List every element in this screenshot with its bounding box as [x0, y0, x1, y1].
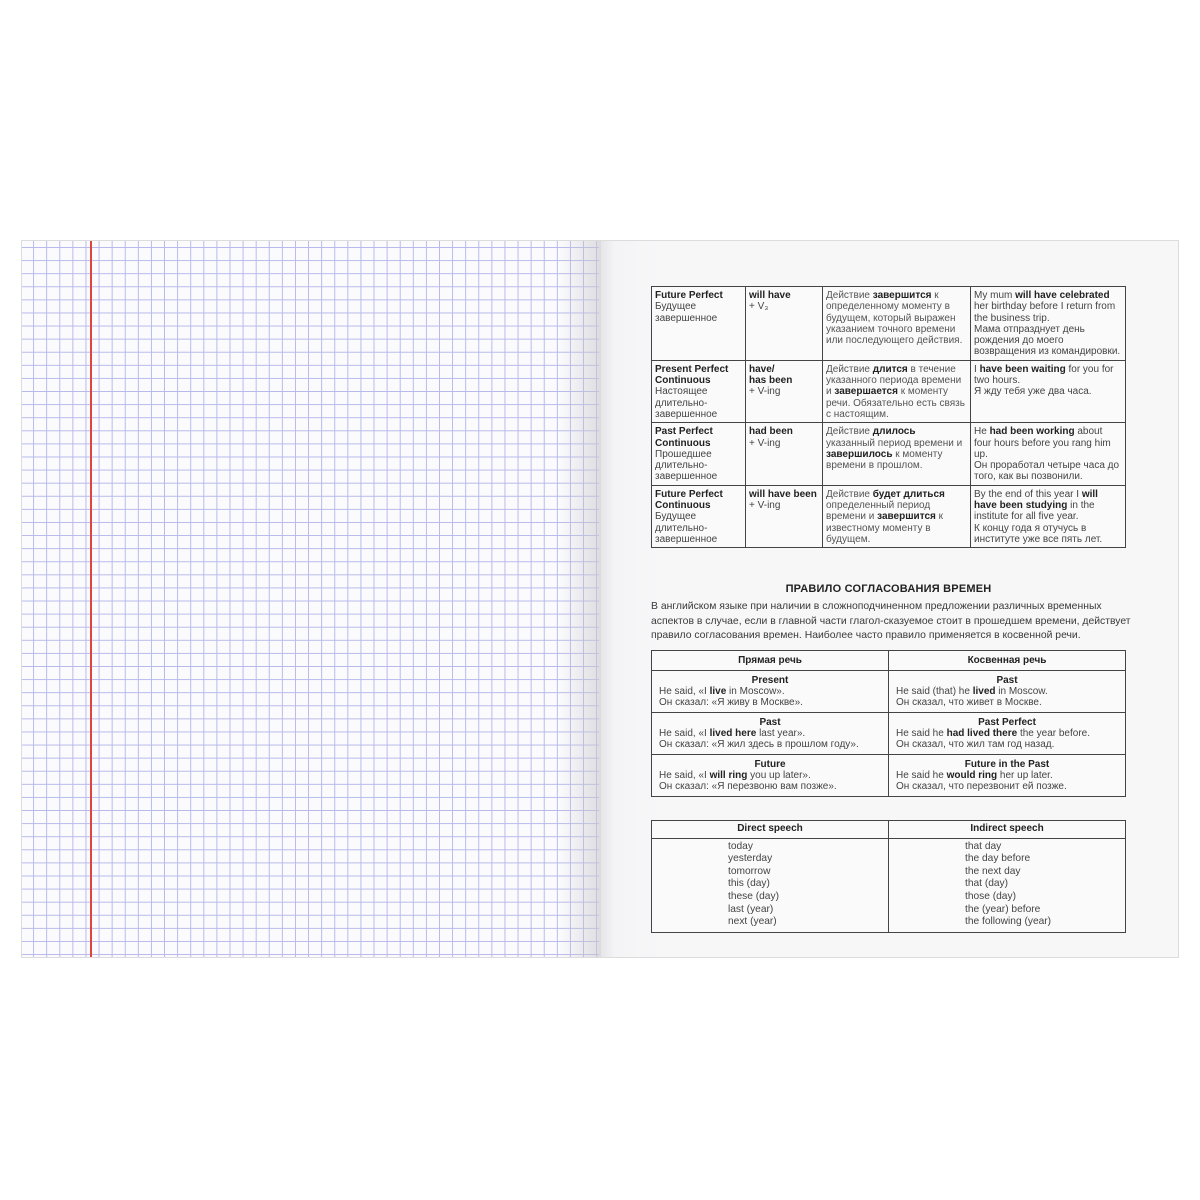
tense-label: Past	[759, 717, 781, 728]
tense-row	[652, 485, 1126, 547]
direct-word: this (day)	[728, 878, 770, 890]
emphasis-text: будет длиться	[872, 488, 945, 500]
column-header: Indirect speech	[889, 821, 1126, 839]
example-ru: Он сказал, что жил там год назад.	[896, 739, 1055, 750]
tense-form: will have	[749, 290, 791, 301]
direct-word: today	[728, 840, 753, 852]
tense-name-cell	[652, 423, 746, 485]
example-en: He said, «I live in Moscow».	[659, 686, 785, 697]
tense-name: Past Perfect Continuous	[655, 426, 713, 449]
tense-form: had been	[749, 426, 793, 438]
tense-form-suffix: + V-ing	[749, 437, 781, 449]
tense-name-ru: завершенное	[655, 408, 718, 420]
direct-speech-cell	[652, 671, 889, 713]
emphasis-text: завершится	[872, 290, 932, 301]
tense-name: Future Perfect Continuous	[655, 488, 723, 512]
direct-word: last (year)	[728, 903, 774, 915]
example-ru: Он сказал: «Я жил здесь в прошлом году».	[659, 739, 859, 750]
speech-table	[651, 650, 1126, 797]
tense-name-ru: Будущее	[655, 301, 697, 313]
indirect-word: that (day)	[965, 878, 1009, 890]
indirect-words-cell	[889, 838, 1126, 932]
rule-paragraph: В английском языке при наличии в сложноподчиненном предложении различных временных аспектов в случае, если в главной части глагол-сказуемое стоит в прошедшем времени, действует правило согласования времен. Наиболее часто правило применяется в косвенной речи.	[651, 601, 1131, 642]
example-en: He said he had lived there the year before.	[896, 728, 1090, 739]
grid-notebook-page	[21, 240, 600, 958]
example-ru: Он сказал, что живет в Москве.	[896, 697, 1042, 708]
tense-form-suffix: + V-ing	[749, 500, 781, 512]
tense-meaning-cell: Действие длится в течение указанного периода времени и завершается к моменту речи. Обязательно есть связь с настоящим.	[823, 360, 971, 422]
tense-form-suffix: + V-ing	[749, 386, 781, 398]
direct-word: yesterday	[728, 853, 773, 865]
indirect-speech-cell	[889, 671, 1126, 713]
example-en: He said, «I will ring you up later».	[659, 770, 811, 781]
tense-row	[652, 287, 1126, 361]
tense-name-ru: завершенное	[655, 533, 718, 545]
emphasis-text: завершается	[834, 386, 898, 398]
tense-example-cell: By the end of this year I will have been studying in the institute for all five year. К концу года я отучусь в институте уже все пять лет.	[971, 485, 1126, 547]
tense-meaning-cell: Действие завершится к определенному моменту в будущем, который выражен указанием точного времени или последующего действия.	[823, 287, 971, 361]
tense-label: Future in the Past	[964, 759, 1050, 770]
adverb-change-table	[651, 820, 1126, 933]
tense-table	[651, 286, 1126, 548]
tense-label: Future	[754, 759, 786, 770]
tense-name-ru: завершенное	[655, 312, 718, 324]
emphasis-text: would ring	[946, 770, 998, 781]
tense-form-cell	[746, 485, 823, 547]
tense-name-ru: длительно-	[655, 460, 708, 472]
tense-name-ru: длительно-	[655, 522, 708, 534]
tense-form-cell	[746, 423, 823, 485]
example-en: He said, «I lived here last year».	[659, 728, 806, 739]
direct-word: next (year)	[728, 916, 777, 928]
column-header: Прямая речь	[652, 651, 889, 671]
column-header: Direct speech	[652, 821, 889, 839]
tense-name: Future Perfect	[655, 290, 723, 301]
emphasis-text: завершилось	[826, 448, 893, 460]
example-en: He said (that) he lived in Moscow.	[896, 686, 1048, 697]
emphasis-text: had been working	[989, 426, 1075, 438]
direct-words-cell	[652, 838, 889, 932]
tense-form: have/	[749, 363, 775, 375]
tense-row	[652, 423, 1126, 485]
indirect-word: the next day	[965, 865, 1021, 877]
indirect-word: that day	[965, 840, 1002, 852]
indirect-speech-cell	[889, 755, 1126, 797]
tense-form: will have been	[749, 488, 817, 500]
spine-shadow	[559, 241, 599, 957]
emphasis-text: длилось	[872, 426, 916, 438]
speech-row	[652, 713, 1126, 755]
tense-form-cell	[746, 360, 823, 422]
direct-word: these (day)	[728, 890, 779, 902]
direct-word: tomorrow	[728, 865, 771, 877]
tense-form-cell	[746, 287, 823, 361]
direct-speech-cell	[652, 713, 889, 755]
indirect-speech-cell	[889, 713, 1126, 755]
tense-form: has been	[749, 375, 793, 387]
indirect-word: the day before	[965, 853, 1031, 865]
example-ru: Он сказал: «Я перезвоню вам позже».	[659, 781, 837, 792]
tense-form-suffix: + V₃	[749, 301, 769, 313]
indirect-word: those (day)	[965, 890, 1016, 902]
indirect-word: the following (year)	[965, 916, 1052, 928]
tense-name-cell	[652, 485, 746, 547]
emphasis-text: will have been studying	[974, 488, 1098, 512]
speech-row	[652, 755, 1126, 797]
adverb-row	[652, 838, 1126, 932]
emphasis-text: will have celebrated	[1015, 290, 1110, 301]
emphasis-text: live	[709, 686, 727, 697]
emphasis-text: have been waiting	[979, 363, 1066, 375]
tense-name-ru: Настоящее	[655, 386, 708, 398]
tense-name-ru: Прошедшее	[655, 448, 712, 460]
speech-row	[652, 671, 1126, 713]
emphasis-text: will ring	[709, 770, 748, 781]
emphasis-text: lived here	[709, 728, 757, 739]
tense-example-cell: He had been working about four hours before you rang him up. Он проработал четыре часа до того, как вы позвонили.	[971, 423, 1126, 485]
example-ru: Он сказал, что перезвонит ей позже.	[896, 781, 1067, 792]
emphasis-text: had lived there	[946, 728, 1018, 739]
tense-name-ru: длительно-	[655, 397, 708, 409]
tense-name-cell	[652, 360, 746, 422]
indirect-word: the (year) before	[965, 903, 1041, 915]
red-margin-line	[90, 241, 92, 957]
emphasis-text: завершится	[877, 511, 936, 523]
tense-name-ru: Будущее	[655, 511, 697, 523]
tense-example-cell: I have been waiting for you for two hours. Я жду тебя уже два часа.	[971, 360, 1126, 422]
tense-name-ru: завершенное	[655, 471, 718, 483]
tense-label: Present	[751, 675, 789, 686]
tense-name-cell	[652, 287, 746, 361]
rule-title: ПРАВИЛО СОГЛАСОВАНИЯ ВРЕМЕН	[785, 583, 992, 595]
tense-example-cell: My mum will have celebrated her birthday before I return from the business trip. Мама отпразднует день рождения до моего возвращения из командировки.	[971, 287, 1126, 361]
tense-label: Past Perfect	[978, 717, 1036, 728]
example-en: He said he would ring her up later.	[896, 770, 1053, 781]
tense-label: Past	[996, 675, 1018, 686]
tense-meaning-cell: Действие будет длиться определенный период времени и завершится к известному моменту в будущем.	[823, 485, 971, 547]
tense-row	[652, 360, 1126, 422]
tense-name: Present Perfect Continuous	[655, 363, 729, 387]
tense-meaning-cell: Действие длилось указанный период времени и завершилось к моменту времени в прошлом.	[823, 423, 971, 485]
emphasis-text: длится	[872, 363, 908, 375]
direct-speech-cell	[652, 755, 889, 797]
column-header: Косвенная речь	[889, 651, 1126, 671]
emphasis-text: lived	[972, 686, 996, 697]
example-ru: Он сказал: «Я живу в Москве».	[659, 697, 803, 708]
